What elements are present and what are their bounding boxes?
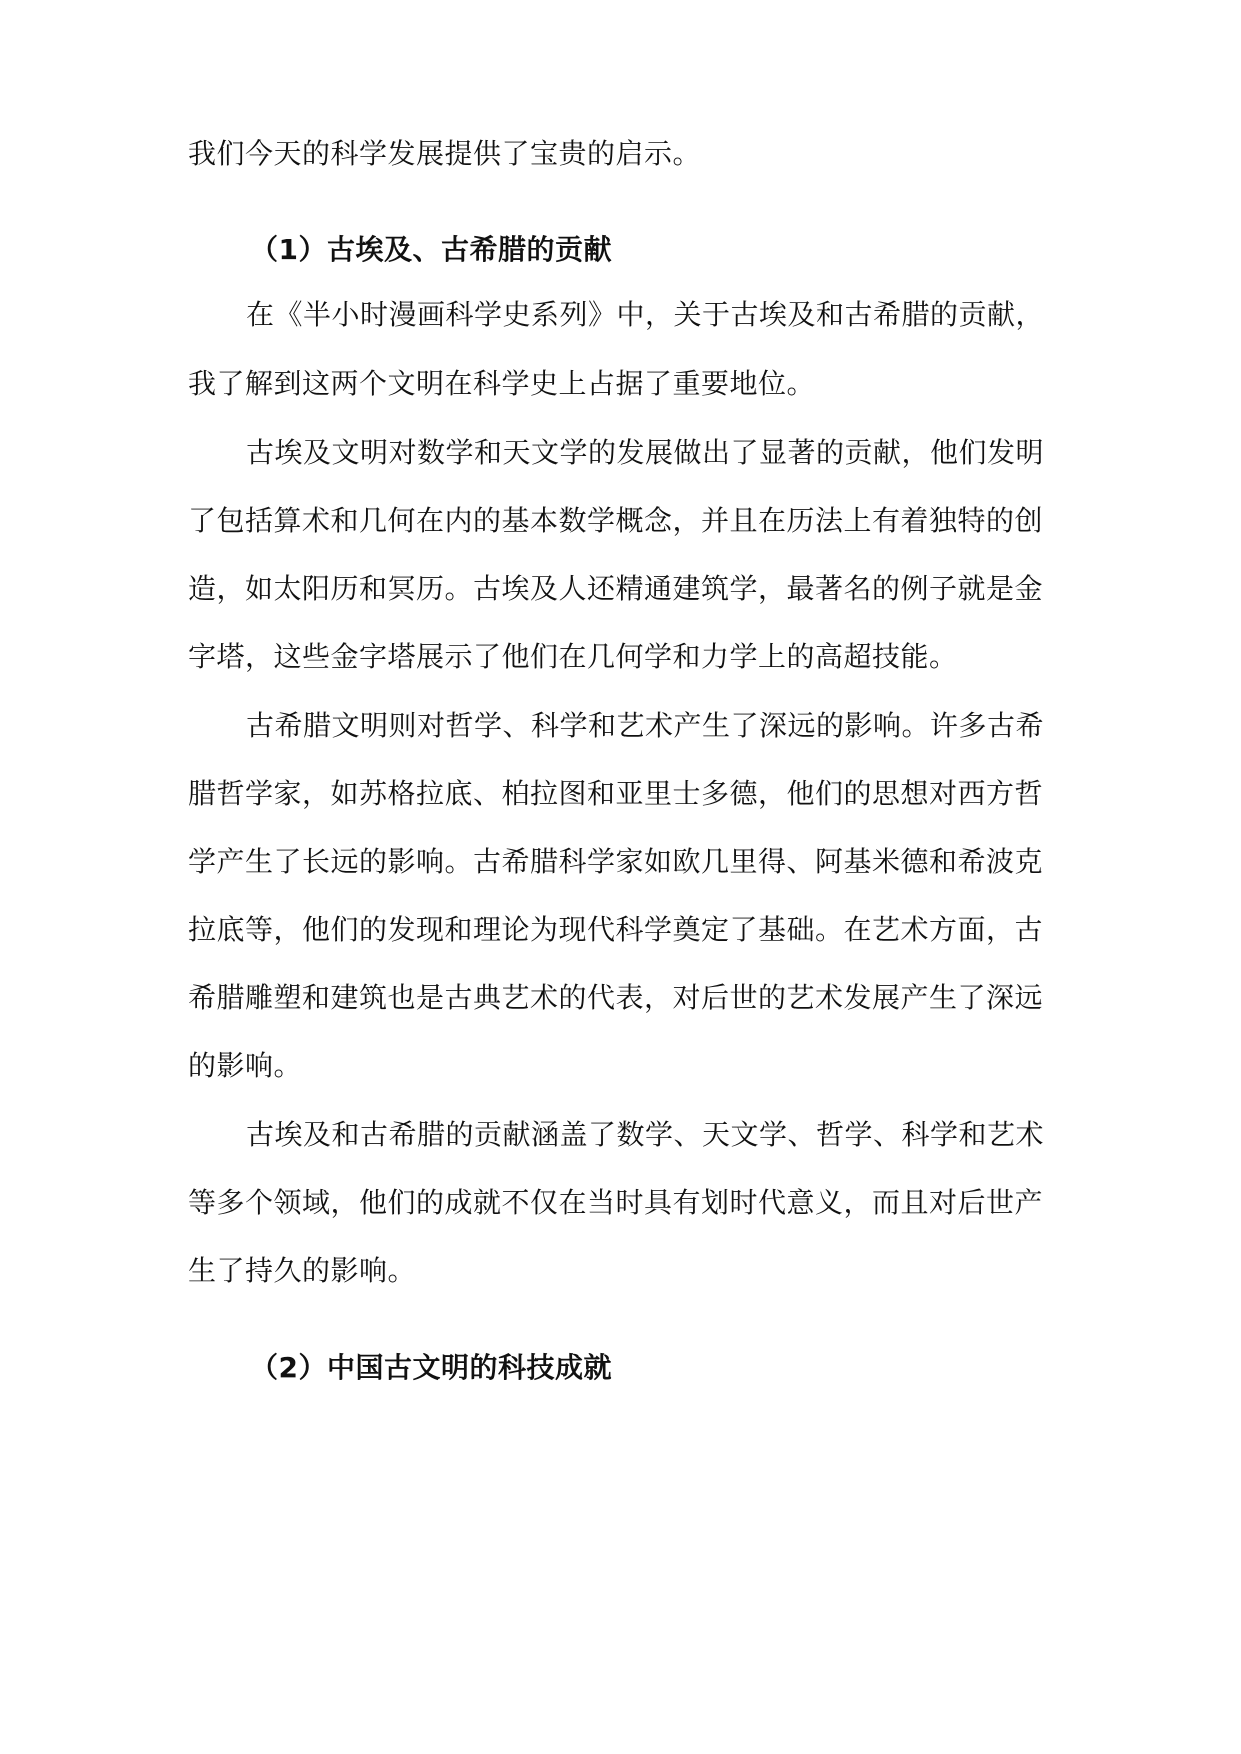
text-line: 生了持久的影响。	[188, 1254, 417, 1287]
text-line: 字塔，这些金字塔展示了他们在几何学和力学上的高超技能。	[188, 640, 958, 673]
text-line: 腊哲学家，如苏格拉底、柏拉图和亚里士多德，他们的思想对西方哲	[188, 777, 1044, 810]
text-line: 学产生了长远的影响。古希腊科学家如欧几里得、阿基米德和希波克	[188, 845, 1044, 878]
text-line: 我们今天的科学发展提供了宝贵的启示。	[188, 137, 702, 170]
text-line: 古希腊文明则对哲学、科学和艺术产生了深远的影响。许多古希	[246, 709, 1045, 742]
section-heading: （1）古埃及、古希腊的贡献	[250, 233, 612, 266]
text-line: 古埃及文明对数学和天文学的发展做出了显著的贡献，他们发明	[246, 436, 1045, 469]
text-line: 希腊雕塑和建筑也是古典艺术的代表，对后世的艺术发展产生了深远	[188, 981, 1044, 1014]
section-heading: （2）中国古文明的科技成就	[250, 1351, 612, 1384]
text-line: 了包括算术和几何在内的基本数学概念，并且在历法上有着独特的创	[188, 504, 1044, 537]
text-line: 拉底等，他们的发现和理论为现代科学奠定了基础。在艺术方面，古	[188, 913, 1044, 946]
text-line: 在《半小时漫画科学史系列》中，关于古埃及和古希腊的贡献，	[246, 298, 1045, 331]
text-line: 古埃及和古希腊的贡献涵盖了数学、天文学、哲学、科学和艺术	[246, 1118, 1045, 1151]
text-line: 我了解到这两个文明在科学史上占据了重要地位。	[188, 367, 816, 400]
text-line: 的影响。	[188, 1049, 303, 1082]
text-line: 造，如太阳历和冥历。古埃及人还精通建筑学，最著名的例子就是金	[188, 572, 1044, 605]
text-line: 等多个领域，他们的成就不仅在当时具有划时代意义，而且对后世产	[188, 1186, 1044, 1219]
